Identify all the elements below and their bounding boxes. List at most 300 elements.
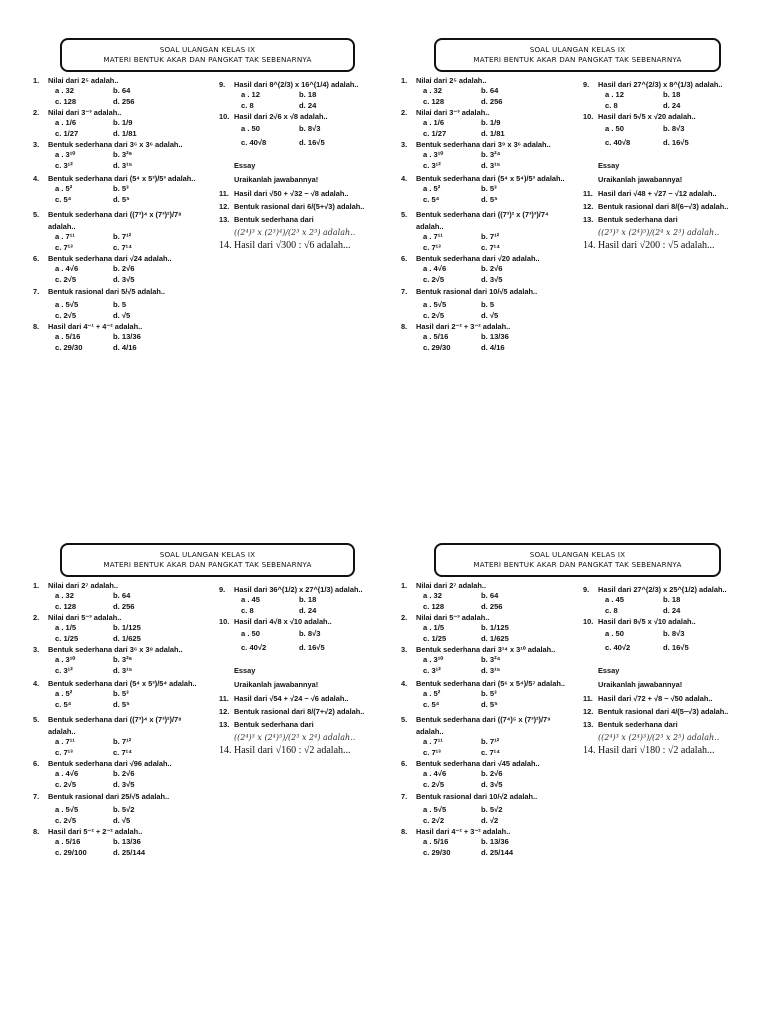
question-7: 7. Bentuk rasional dari 25/√5 adalah.. — [33, 792, 170, 801]
option-d: d. 24 — [299, 606, 317, 615]
option-c: c. 2√5 — [55, 816, 77, 825]
question-1: 1. Nilai dari 2⁵ adalah.. — [401, 76, 487, 85]
option-b: b. 2√6 — [481, 264, 503, 273]
question-text: Bentuk sederhana dari (5⁶ x 5⁴)/5⁷ adalah.. — [416, 679, 565, 688]
option-b: b. 8√3 — [299, 629, 321, 638]
option-d: d. 3¹⁵ — [113, 666, 133, 675]
option-a: a . 5/16 — [423, 837, 449, 846]
option-d: d. 16√5 — [663, 138, 689, 147]
option-a: a . 32 — [423, 86, 442, 95]
option-d: d. 3√5 — [481, 780, 503, 789]
option-c: c. 2√5 — [423, 275, 445, 284]
question-4: 4. Bentuk sederhana dari (5⁴ x 5³)/5⁴ adalah.. — [33, 679, 197, 688]
answer-options — [219, 629, 364, 652]
question-text: Bentuk rasional dari 10/√2 adalah.. — [416, 792, 538, 801]
option-b: b. 5 — [481, 300, 495, 309]
option-b: b. 13/36 — [481, 837, 509, 846]
option-b: b. 3²⁶ — [113, 150, 133, 159]
question-text: Hasil dari 5√5 x √20 adalah.. — [598, 112, 696, 121]
answer-options — [401, 232, 565, 252]
question-11: 11. Hasil dari √72 + √8 − √50 adalah.. — [583, 694, 713, 703]
answer-options — [401, 184, 565, 204]
question-text: Bentuk sederhana dari (5⁴ x 5³)/5⁴ adalah.. — [48, 679, 197, 688]
option-d: d. 16√5 — [299, 643, 325, 652]
question-12: 12. Bentuk rasional dari 8/(7+√2) adalah.. — [219, 707, 365, 716]
question-text: Bentuk sederhana dari (5⁴ x 5³)/5³ adalah.. — [48, 174, 196, 183]
worksheet-title: SOAL ULANGAN KELAS IX — [159, 45, 256, 54]
question-2: 2. Nilai dari 5⁻³ adalah.. — [401, 613, 490, 622]
option-c: c. 2√5 — [55, 275, 77, 284]
question-text: Nilai dari 5⁻³ adalah.. — [416, 613, 490, 622]
option-c: c. 8 — [605, 101, 618, 110]
answer-options — [33, 332, 195, 352]
option-d: d. 4/16 — [481, 343, 505, 352]
question-text: Hasil dari 4⁻² + 3⁻² adalah.. — [416, 827, 511, 836]
option-b: b. 1/9 — [113, 118, 133, 127]
question-1: 1. Nilai dari 2⁷ adalah.. — [401, 581, 487, 590]
option-d: d. 3√5 — [113, 780, 135, 789]
option-a: a . 32 — [55, 591, 74, 600]
option-b: b. 18 — [299, 90, 317, 99]
option-d: d. 3√5 — [481, 275, 503, 284]
option-b: b. 5³ — [481, 184, 497, 193]
answer-options — [33, 805, 197, 825]
answer-options — [33, 232, 195, 252]
option-a: a . 3¹⁰ — [55, 150, 76, 159]
question-9: 9. Hasil dari 8^(2/3) x 16^(1/4) adalah.. — [219, 80, 359, 89]
option-a: a . 50 — [605, 629, 624, 638]
worksheet-title-box — [434, 38, 721, 72]
question-1: 1. Nilai dari 2⁷ adalah.. — [33, 581, 119, 590]
question-13-expression: ((2⁴)³ x (2³)⁴)/(2³ x 2³) adalah.. — [234, 228, 356, 237]
question-8: 8. Hasil dari 5⁻² + 2⁻² adalah.. — [33, 827, 143, 836]
question-text: Hasil dari √50 + √32 − √8 adalah.. — [234, 189, 349, 198]
question-14: 14. Hasil dari √180 : √2 adalah... — [583, 745, 715, 756]
option-c: c. 2√5 — [423, 311, 445, 320]
option-a: a . 5√5 — [55, 300, 79, 309]
question-14: 14. Hasil dari √200 : √5 adalah... — [583, 240, 715, 251]
answer-options — [401, 264, 565, 284]
question-1: 1. Nilai dari 2⁵ adalah.. — [33, 76, 119, 85]
question-10: 10. Hasil dari 5√5 x √20 adalah.. — [583, 112, 696, 121]
option-c: c. 29/30 — [423, 343, 451, 352]
question-text: Hasil dari √54 + √24 − √6 adalah.. — [234, 694, 349, 703]
option-b: b. 8√3 — [663, 124, 685, 133]
option-c: c. 5⁴ — [55, 195, 72, 204]
option-a: a . 50 — [241, 629, 260, 638]
question-5-continuation: adalah.. — [48, 222, 76, 231]
question-4: 4. Bentuk sederhana dari (5⁴ x 5⁴)/5³ adalah.. — [401, 174, 565, 183]
option-a: a . 5² — [423, 689, 441, 698]
answer-options — [401, 150, 565, 170]
option-b: b. 2√6 — [113, 264, 135, 273]
option-a: a . 5² — [55, 689, 73, 698]
question-text: Hasil dari √160 : √2 adalah... — [234, 745, 351, 756]
answer-options — [33, 264, 195, 284]
answer-options — [401, 737, 565, 757]
option-c: c. 1/27 — [423, 129, 447, 138]
question-8: 8. Hasil dari 4⁻² + 3⁻² adalah.. — [401, 827, 511, 836]
worksheet-subtitle: MATERI BENTUK AKAR DAN PANGKAT TAK SEBENARNYA — [473, 560, 682, 569]
question-text: Bentuk rasional dari 8/(7+√2) adalah.. — [234, 707, 365, 716]
question-text: Bentuk rasional dari 10/√5 adalah.. — [416, 287, 538, 296]
question-text: Hasil dari 27^(2/3) x 25^(1/2) adalah.. — [598, 585, 727, 594]
worksheet-title: SOAL ULANGAN KELAS IX — [529, 550, 626, 559]
question-6: 6. Bentuk sederhana dari √96 adalah.. — [33, 759, 172, 768]
option-a: a . 5√5 — [423, 300, 447, 309]
question-9: 9. Hasil dari 27^(2/3) x 8^(1/3) adalah.. — [583, 80, 723, 89]
option-a: a . 7¹¹ — [55, 232, 75, 241]
answer-options — [33, 837, 197, 857]
option-c: c. 5⁴ — [423, 700, 440, 709]
option-d: c. 7¹⁴ — [113, 243, 132, 252]
question-text: Hasil dari 27^(2/3) x 8^(1/3) adalah.. — [598, 80, 723, 89]
question-text: Bentuk sederhana dari — [234, 720, 314, 729]
essay-heading: Essay — [234, 666, 256, 675]
option-a: a . 1/6 — [55, 118, 77, 127]
option-d: d. 1/625 — [481, 634, 509, 643]
question-text: Bentuk rasional dari 25/√5 adalah.. — [48, 792, 170, 801]
option-d: d. 1/81 — [481, 129, 505, 138]
answer-options — [33, 150, 195, 170]
option-c: c. 2√2 — [423, 816, 445, 825]
question-3: 3. Bentuk sederhana dari 3⁶ x 3⁸ adalah.. — [33, 645, 183, 654]
question-7: 7. Bentuk rasional dari 10/√5 adalah.. — [401, 287, 538, 296]
option-d: d. 256 — [481, 602, 503, 611]
question-text: Nilai dari 2⁵ adalah.. — [416, 76, 487, 85]
option-d: d. 5⁵ — [113, 700, 130, 709]
question-text: Bentuk sederhana dari 3⁶ x 3⁶ adalah.. — [48, 140, 183, 149]
option-b: b. 1/125 — [481, 623, 509, 632]
worksheet-subtitle: MATERI BENTUK AKAR DAN PANGKAT TAK SEBENARNYA — [103, 560, 312, 569]
question-text: Bentuk sederhana dari — [598, 720, 678, 729]
question-2: 2. Nilai dari 3⁻³ adalah.. — [33, 108, 122, 117]
option-c: c. 3¹² — [55, 161, 73, 170]
option-c: c. 7¹³ — [423, 243, 441, 252]
option-b: b. 7¹² — [481, 737, 500, 746]
option-a: a . 5√5 — [423, 805, 447, 814]
option-b: b. 2√6 — [481, 769, 503, 778]
option-d: c. 7¹⁴ — [481, 748, 500, 757]
question-5: 5. Bentuk sederhana dari ((7³)⁴ x (7³)²)/7⁸ — [33, 715, 182, 724]
question-text: Hasil dari 8√5 x √10 adalah.. — [598, 617, 696, 626]
essay-heading: Essay — [234, 161, 256, 170]
answer-options — [401, 86, 565, 106]
question-text: Bentuk sederhana dari √24 adalah.. — [48, 254, 172, 263]
option-c: c. 8 — [605, 606, 618, 615]
question-text: Bentuk rasional dari 8/(6−√3) adalah.. — [598, 202, 729, 211]
option-b: b. 7¹² — [113, 232, 132, 241]
option-a: a . 5/16 — [423, 332, 449, 341]
question-text: Bentuk sederhana dari √96 adalah.. — [48, 759, 172, 768]
question-text: Bentuk sederhana dari 3⁹ x 3⁶ adalah.. — [416, 140, 551, 149]
question-5: 5. Bentuk sederhana dari ((7⁴)⁵ x (7³)²)/7⁹ — [401, 715, 551, 724]
option-a: a . 3¹⁰ — [55, 655, 76, 664]
question-text: Hasil dari √180 : √2 adalah... — [598, 745, 715, 756]
question-5: 5. Bentuk sederhana dari ((7³)⁴ x (7³)²)/7⁸ — [33, 210, 182, 219]
option-d: d. 24 — [299, 101, 317, 110]
question-11: 11. Hasil dari √48 + √27 − √12 adalah.. — [583, 189, 717, 198]
option-c: c. 2√5 — [55, 311, 77, 320]
option-c: c. 29/30 — [423, 848, 451, 857]
question-text: Hasil dari 36^(1/2) x 27^(1/3) adalah.. — [234, 585, 363, 594]
option-b: b. 18 — [663, 595, 681, 604]
question-text: Bentuk sederhana dari ((7³)⁴ x (7³)²)/7⁸ — [48, 210, 182, 219]
essay-heading: Essay — [598, 666, 620, 675]
answer-options — [33, 300, 195, 320]
essay-instruction: Uraikanlah jawabannya! — [234, 680, 319, 689]
option-b: b. 13/36 — [113, 332, 141, 341]
option-c: c. 8 — [241, 606, 254, 615]
question-9: 9. Hasil dari 27^(2/3) x 25^(1/2) adalah.. — [583, 585, 727, 594]
worksheet-1 — [0, 30, 384, 510]
option-d: d. 5⁵ — [481, 700, 498, 709]
option-d: d. 1/81 — [113, 129, 137, 138]
answer-options — [33, 118, 195, 138]
question-11: 11. Hasil dari √54 + √24 − √6 adalah.. — [219, 694, 349, 703]
option-b: b. 13/36 — [481, 332, 509, 341]
option-a: a . 12 — [241, 90, 260, 99]
question-text: Bentuk sederhana dari (5⁴ x 5⁴)/5³ adalah.. — [416, 174, 565, 183]
answer-options — [33, 655, 197, 675]
question-7: 7. Bentuk rasional dari 5/√5 adalah.. — [33, 287, 166, 296]
multiple-choice-column-left — [401, 581, 565, 859]
question-text: Hasil dari 8^(2/3) x 16^(1/4) adalah.. — [234, 80, 359, 89]
question-text: Bentuk sederhana dari — [234, 215, 314, 224]
question-13-expression: ((2³)³ x (2⁴)⁵)/(2⁴ x 2³) adalah.. — [598, 228, 720, 237]
question-text: Bentuk sederhana dari ((7³)⁴ x (7³)²)/7⁸ — [48, 715, 182, 724]
option-a: a . 5/16 — [55, 332, 81, 341]
question-5: 5. Bentuk sederhana dari ((7³)² x (7³)³)/7⁴ — [401, 210, 549, 219]
worksheet-subtitle: MATERI BENTUK AKAR DAN PANGKAT TAK SEBENARNYA — [103, 55, 312, 64]
question-5-continuation: adalah.. — [416, 222, 444, 231]
answer-options — [583, 595, 728, 615]
option-b: b. 5³ — [481, 689, 497, 698]
option-a: a . 32 — [423, 591, 442, 600]
worksheet-title: SOAL ULANGAN KELAS IX — [159, 550, 256, 559]
option-b: b. 8√3 — [663, 629, 685, 638]
option-c: c. 128 — [55, 602, 77, 611]
option-a: a . 50 — [241, 124, 260, 133]
option-b: b. 5 — [113, 300, 127, 309]
option-c: c. 7¹³ — [423, 748, 441, 757]
answer-options — [583, 124, 728, 147]
question-3: 3. Bentuk sederhana dari 3⁹ x 3⁶ adalah.. — [401, 140, 551, 149]
option-a: a . 1/6 — [423, 118, 445, 127]
answer-options — [401, 805, 565, 825]
question-9: 9. Hasil dari 36^(1/2) x 27^(1/3) adalah.. — [219, 585, 363, 594]
option-c: c. 1/25 — [55, 634, 79, 643]
question-11: 11. Hasil dari √50 + √32 − √8 adalah.. — [219, 189, 349, 198]
question-text: Bentuk sederhana dari √20 adalah.. — [416, 254, 540, 263]
option-b: b. 64 — [481, 591, 499, 600]
option-d: d. 256 — [113, 602, 135, 611]
option-d: d. 24 — [663, 101, 681, 110]
option-c: c. 128 — [55, 97, 77, 106]
answer-options — [401, 118, 565, 138]
option-b: b. 7¹² — [113, 737, 132, 746]
option-b: b. 7¹² — [481, 232, 500, 241]
option-d: d. 3¹⁵ — [481, 666, 501, 675]
option-d: d. 24 — [663, 606, 681, 615]
option-d: d. √5 — [481, 311, 499, 320]
answer-options — [33, 591, 197, 611]
question-column-right — [219, 76, 364, 251]
question-text: Hasil dari 2√6 x √8 adalah.. — [234, 112, 328, 121]
option-d: d. 25/144 — [113, 848, 146, 857]
answer-options — [33, 623, 197, 643]
option-a: a . 32 — [55, 86, 74, 95]
option-a: a . 5² — [423, 184, 441, 193]
option-b: b. 64 — [481, 86, 499, 95]
option-d: d. 1/625 — [113, 634, 141, 643]
option-b: b. 2√6 — [113, 769, 135, 778]
multiple-choice-column-left — [401, 76, 565, 354]
option-d: c. 7¹⁴ — [113, 748, 132, 757]
option-b: b. 5√2 — [113, 805, 135, 814]
question-text: Bentuk sederhana dari ((7⁴)⁵ x (7³)²)/7⁹ — [416, 715, 551, 724]
option-b: b. 18 — [299, 595, 317, 604]
answer-options — [401, 623, 565, 643]
question-text: Bentuk sederhana dari 3⁶ x 3⁸ adalah.. — [48, 645, 183, 654]
question-10: 10. Hasil dari 4√8 x √10 adalah.. — [219, 617, 332, 626]
option-d: d. 16√5 — [299, 138, 325, 147]
option-a: a . 50 — [605, 124, 624, 133]
answer-options — [219, 124, 364, 147]
worksheet-2 — [384, 30, 768, 510]
option-b: b. 5³ — [113, 689, 129, 698]
multiple-choice-column-left — [33, 581, 197, 859]
option-a: a . 4√6 — [55, 264, 79, 273]
option-c: c. 5⁴ — [423, 195, 440, 204]
answer-options — [33, 86, 195, 106]
answer-options — [583, 629, 728, 652]
question-6: 6. Bentuk sederhana dari √45 adalah.. — [401, 759, 540, 768]
answer-options — [401, 655, 565, 675]
option-b: b. 3²⁴ — [481, 655, 501, 664]
question-10: 10. Hasil dari 2√6 x √8 adalah.. — [219, 112, 328, 121]
question-text: Bentuk sederhana dari 3¹⁴ x 3¹⁰ adalah.. — [416, 645, 556, 654]
question-4: 4. Bentuk sederhana dari (5⁶ x 5⁴)/5⁷ adalah.. — [401, 679, 565, 688]
worksheet-title-box — [60, 38, 355, 72]
question-text: Bentuk rasional dari 5/√5 adalah.. — [48, 287, 166, 296]
option-a: a . 3¹⁰ — [423, 655, 444, 664]
option-a: a . 45 — [241, 595, 260, 604]
question-text: Hasil dari 4⁻¹ + 4⁻² adalah.. — [48, 322, 143, 331]
option-a: a . 5/16 — [55, 837, 81, 846]
option-c: c. 3¹² — [423, 666, 441, 675]
question-13-expression: ((2⁴)³ x (2⁴)⁵)/(2³ x 2⁴) adalah.. — [234, 733, 356, 742]
question-8: 8. Hasil dari 4⁻¹ + 4⁻² adalah.. — [33, 322, 143, 331]
option-b: b. 64 — [113, 591, 131, 600]
answer-options — [33, 769, 197, 789]
question-text: Nilai dari 3⁻³ adalah.. — [416, 108, 490, 117]
option-d: d. √5 — [113, 311, 131, 320]
question-column-right — [219, 581, 364, 756]
question-text: Hasil dari 4√8 x √10 adalah.. — [234, 617, 332, 626]
option-c: c. 2√5 — [55, 780, 77, 789]
option-c: c. 128 — [423, 97, 445, 106]
option-c: c. 128 — [423, 602, 445, 611]
option-d: d. 16√5 — [663, 643, 689, 652]
option-a: a . 5² — [55, 184, 73, 193]
question-12: 12. Bentuk rasional dari 4/(5−√3) adalah.. — [583, 707, 729, 716]
answer-options — [33, 689, 197, 709]
option-d: d. 4/16 — [113, 343, 137, 352]
question-text: Bentuk rasional dari 4/(5−√3) adalah.. — [598, 707, 729, 716]
option-a: a . 3¹⁰ — [423, 150, 444, 159]
option-a: a . 12 — [605, 90, 624, 99]
option-a: a . 45 — [605, 595, 624, 604]
answer-options — [219, 595, 364, 615]
question-3: 3. Bentuk sederhana dari 3⁶ x 3⁶ adalah.. — [33, 140, 183, 149]
option-c: c. 29/100 — [55, 848, 87, 857]
question-text: Nilai dari 2⁵ adalah.. — [48, 76, 119, 85]
answer-options — [401, 332, 565, 352]
option-c: c. 3¹² — [423, 161, 441, 170]
question-14: 14. Hasil dari √160 : √2 adalah... — [219, 745, 351, 756]
option-c: c. 40√2 — [241, 643, 267, 652]
question-13: 13. Bentuk sederhana dari — [219, 720, 314, 729]
option-a: a . 7¹¹ — [423, 232, 443, 241]
question-text: Nilai dari 2⁷ adalah.. — [48, 581, 119, 590]
question-13: 13. Bentuk sederhana dari — [219, 215, 314, 224]
option-d: d. 3¹⁵ — [481, 161, 501, 170]
option-d: d. √5 — [113, 816, 131, 825]
option-d: d. √2 — [481, 816, 499, 825]
question-text: Bentuk rasional dari 6/(5+√3) adalah.. — [234, 202, 365, 211]
option-c: c. 5⁴ — [55, 700, 72, 709]
option-c: c. 1/25 — [423, 634, 447, 643]
question-text: Bentuk sederhana dari ((7³)² x (7³)³)/7⁴ — [416, 210, 549, 219]
option-a: a . 4√6 — [423, 769, 447, 778]
question-13: 13. Bentuk sederhana dari — [583, 215, 678, 224]
essay-instruction: Uraikanlah jawabannya! — [598, 175, 683, 184]
question-10: 10. Hasil dari 8√5 x √10 adalah.. — [583, 617, 696, 626]
option-b: b. 8√3 — [299, 124, 321, 133]
option-c: c. 1/27 — [55, 129, 79, 138]
option-b: b. 5√2 — [481, 805, 503, 814]
option-b: b. 3²⁶ — [113, 655, 133, 664]
question-text: Hasil dari √200 : √5 adalah... — [598, 240, 715, 251]
option-c: c. 2√5 — [423, 780, 445, 789]
option-d: d. 5⁵ — [481, 195, 498, 204]
question-13-expression: ((2⁴)³ x (2⁴)³)/(2³ x 2⁵) adalah.. — [598, 733, 720, 742]
worksheet-3 — [0, 535, 384, 1015]
worksheet-title-box — [60, 543, 355, 577]
worksheet-4 — [384, 535, 768, 1015]
option-a: a . 7¹¹ — [55, 737, 75, 746]
answer-options — [219, 90, 364, 110]
option-d: d. 3¹⁵ — [113, 161, 133, 170]
question-7: 7. Bentuk rasional dari 10/√2 adalah.. — [401, 792, 538, 801]
question-6: 6. Bentuk sederhana dari √20 adalah.. — [401, 254, 540, 263]
option-b: b. 1/125 — [113, 623, 141, 632]
option-d: d. 25/144 — [481, 848, 514, 857]
question-text: Nilai dari 5⁻³ adalah.. — [48, 613, 122, 622]
option-b: b. 3²⁴ — [481, 150, 501, 159]
question-text: Nilai dari 2⁷ adalah.. — [416, 581, 487, 590]
question-8: 8. Hasil dari 2⁻² + 3⁻² adalah.. — [401, 322, 511, 331]
question-text: Bentuk sederhana dari √45 adalah.. — [416, 759, 540, 768]
essay-heading: Essay — [598, 161, 620, 170]
answer-options — [401, 591, 565, 611]
question-column-right — [583, 76, 728, 251]
option-d: d. 256 — [481, 97, 503, 106]
question-13: 13. Bentuk sederhana dari — [583, 720, 678, 729]
option-b: b. 1/9 — [481, 118, 501, 127]
option-d: d. 5⁵ — [113, 195, 130, 204]
